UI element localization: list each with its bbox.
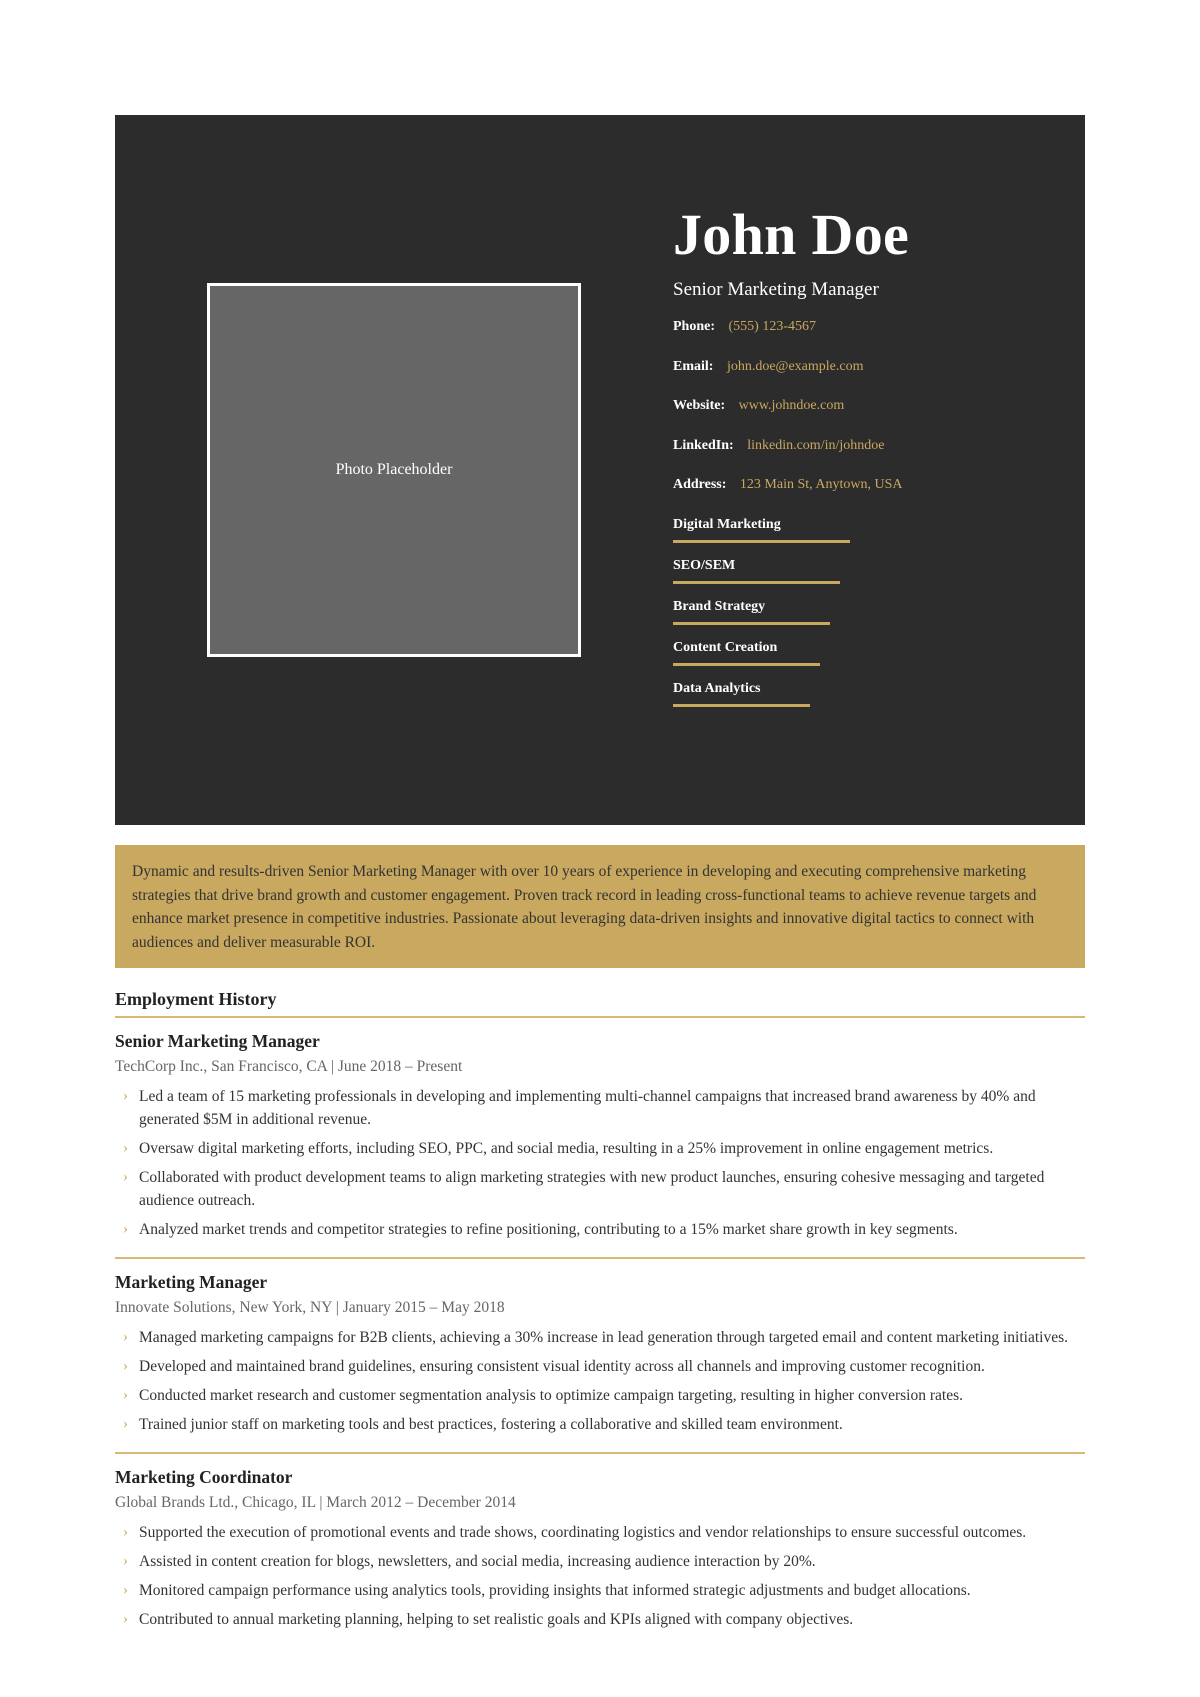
chevron-right-icon: › [123,1221,128,1237]
photo-placeholder [207,283,581,657]
contact-label: Email: [673,358,714,374]
phone-value[interactable]: (555) 123-4567 [728,319,816,334]
job-bullet [115,1218,1085,1241]
contact-label: Phone: [673,319,715,334]
skills-list [673,517,1073,722]
bullet-text: Collaborated with product development teams to align marketing strategies with new product launches, ensuring cohesive messaging and targeted audience outreach. [139,1169,1045,1209]
job-meta: Global Brands Ltd., Chicago, IL | March 2012 – December 2014 [115,1494,516,1511]
section-title-employment: Employment History [115,988,1085,1018]
bullet-text: Supported the execution of promotional events and trade shows, coordinating logistics and vendor relationships to ensure successful outcomes. [139,1524,1027,1541]
person-name: John Doe [673,202,910,267]
job-bullet [115,1384,1085,1407]
chevron-right-icon: › [123,1582,128,1598]
chevron-right-icon: › [123,1611,128,1627]
job-bullet [115,1085,1085,1131]
bullet-text: Managed marketing campaigns for B2B clients, achieving a 30% increase in lead generation through targeted email and content marketing initiatives. [139,1329,1068,1346]
contact-website [673,398,1073,438]
job-bullet [115,1413,1085,1436]
skill-name: Data Analytics [673,680,761,696]
contact-address [673,477,1073,517]
job-title: Marketing Manager [115,1272,268,1292]
header-info [673,203,1073,722]
skill-name: Digital Marketing [673,516,781,532]
skill-item [673,558,1073,599]
email-link[interactable]: john.doe@example.com [726,358,864,374]
chevron-right-icon: › [123,1358,128,1374]
bullet-text: Contributed to annual marketing planning, helping to set realistic goals and KPIs aligned with company objectives. [139,1611,854,1628]
resume-header [115,115,1085,825]
job-bullet [115,1137,1085,1160]
skill-bar [673,581,840,584]
bullet-text: Developed and maintained brand guidelines, ensuring consistent visual identity across all channels and improving customer recognition. [139,1358,985,1375]
skill-item [673,517,1073,558]
skill-name: Brand Strategy [673,598,766,614]
skill-item [673,599,1073,640]
contact-label: Website: [673,398,726,414]
skill-name: Content Creation [673,639,778,655]
bullet-text: Analyzed market trends and competitor strategies to refine positioning, contributing to a 15% market share growth in key segments. [139,1221,958,1238]
bullet-text: Assisted in content creation for blogs, newsletters, and social media, increasing audience interaction by 20%. [139,1553,816,1570]
job-bullet [115,1550,1085,1573]
skill-item [673,640,1073,681]
skill-bar [673,663,820,666]
chevron-right-icon: › [123,1088,128,1104]
bullet-text: Conducted market research and customer segmentation analysis to optimize campaign targeting, resulting in higher conversion rates. [139,1387,963,1404]
contact-phone [673,319,1073,359]
job-bullet [115,1579,1085,1602]
skill-bar [673,622,830,625]
job-entry [115,1259,1085,1454]
chevron-right-icon: › [123,1553,128,1569]
job-bullet [115,1355,1085,1378]
professional-summary: Dynamic and results-driven Senior Marketing Manager with over 10 years of experience in developing and executing comprehensive marketing strategies that drive brand growth and customer engagement. Proven track record in leading cross-functional teams to achieve revenue targets and enhance market presence in competitive industries. Passionate about leveraging data-driven insights and innovative digital tactics to connect with audiences and deliver measurable ROI. [115,845,1085,968]
job-bullet [115,1521,1085,1544]
resume-page [115,115,1085,1647]
job-entry [115,1018,1085,1259]
address-value: 123 Main St, Anytown, USA [739,477,903,493]
chevron-right-icon: › [123,1329,128,1345]
skill-item [673,681,1073,722]
website-link[interactable]: www.johndoe.com [738,398,845,414]
skill-name: SEO/SEM [673,557,736,573]
chevron-right-icon: › [123,1140,128,1156]
job-bullets [115,1085,1085,1241]
job-bullet [115,1166,1085,1212]
job-meta: Innovate Solutions, New York, NY | January 2015 – May 2018 [115,1299,505,1316]
job-entry [115,1454,1085,1647]
contact-list [673,319,1073,517]
bullet-text: Monitored campaign performance using analytics tools, providing insights that informed strategic adjustments and budget allocations. [139,1582,971,1599]
photo-placeholder-label: Photo Placeholder [335,461,453,478]
chevron-right-icon: › [123,1416,128,1432]
job-bullets [115,1521,1085,1631]
job-bullet [115,1326,1085,1349]
contact-label: Address: [673,477,727,493]
bullet-text: Led a team of 15 marketing professionals in developing and implementing multi-channel campaigns that increased brand awareness by 40% and generated $5M in additional revenue. [139,1088,1036,1128]
job-bullets [115,1326,1085,1436]
contact-linkedin [673,438,1073,478]
skill-bar [673,704,810,707]
chevron-right-icon: › [123,1387,128,1403]
bullet-text: Trained junior staff on marketing tools and best practices, fostering a collaborative and skilled team environment. [139,1416,843,1433]
bullet-text: Oversaw digital marketing efforts, including SEO, PPC, and social media, resulting in a 25% improvement in online engagement metrics. [139,1140,994,1157]
skill-bar [673,540,850,543]
job-title: Senior Marketing Manager [115,1031,320,1051]
job-bullet [115,1608,1085,1631]
contact-label: LinkedIn: [673,437,734,453]
person-title: Senior Marketing Manager [673,279,879,300]
job-meta: TechCorp Inc., San Francisco, CA | June 2018 – Present [115,1058,463,1075]
chevron-right-icon: › [123,1524,128,1540]
linkedin-link[interactable]: linkedin.com/in/johndoe [747,437,885,453]
job-title: Marketing Coordinator [115,1467,293,1487]
chevron-right-icon: › [123,1169,128,1185]
contact-email [673,359,1073,399]
